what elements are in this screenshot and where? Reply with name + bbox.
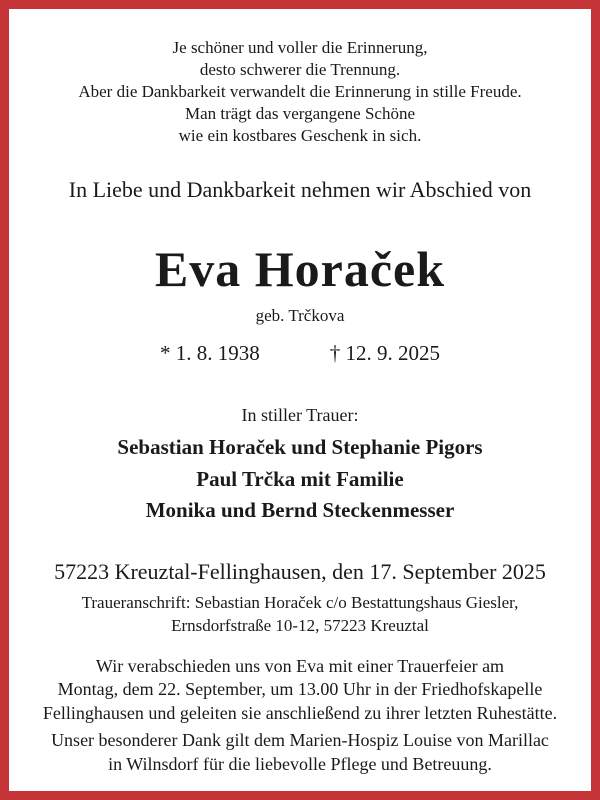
funeral-line: Montag, dem 22. September, um 13.00 Uhr in der Friedhofskapelle (57, 679, 543, 699)
poem-line: Aber die Dankbarkeit verwandelt die Erinnerung in stille Freude. (78, 82, 522, 101)
funeral-info (9, 655, 591, 726)
maiden-name: geb. Trčkova (255, 306, 345, 325)
birth-date: * 1. 8. 1938 (160, 341, 260, 365)
thanks-note (9, 729, 591, 776)
life-dates (9, 341, 591, 366)
address-line: Traueranschrift: Sebastian Horaček c/o Bestattungshaus Giesler, (81, 592, 519, 612)
mourner-line: Paul Trčka mit Familie (196, 466, 404, 491)
mourning-heading: In stiller Trauer: (241, 405, 359, 425)
poem-line: Man trägt das vergangene Schöne (184, 104, 416, 123)
mourner-line: Sebastian Horaček und Stephanie Pigors (117, 435, 483, 459)
thanks-line: in Wilnsdorf für die liebevolle Pflege und Betreuung. (108, 753, 492, 774)
mourner-line: Monika und Bernd Steckenmesser (145, 498, 455, 522)
poem-line: desto schwerer die Trennung. (199, 60, 401, 79)
funeral-line: Fellinghausen und geleiten sie anschließend zu ihrer letzten Ruhestätte. (42, 702, 558, 723)
death-date: † 12. 9. 2025 (329, 341, 440, 365)
deceased-name: Eva Horaček (154, 241, 446, 297)
memorial-poem (9, 37, 591, 147)
address-line: Ernsdorfstraße 10-12, 57223 Kreuztal (171, 615, 429, 635)
poem-line: wie ein kostbares Geschenk in sich. (178, 126, 422, 145)
farewell-intro: In Liebe und Dankbarkeit nehmen wir Abschied von (68, 177, 532, 202)
mourners-list (9, 432, 591, 527)
thanks-line: Unser besonderer Dank gilt dem Marien-Hospiz Louise von Marillac (51, 730, 549, 750)
place-date-line: 57223 Kreuztal-Fellinghausen, den 17. September 2025 (54, 558, 546, 584)
mourning-address (9, 591, 591, 637)
poem-line: Je schöner und voller die Erinnerung, (172, 38, 428, 57)
funeral-line: Wir verabschieden uns von Eva mit einer Trauerfeier am (95, 655, 505, 676)
